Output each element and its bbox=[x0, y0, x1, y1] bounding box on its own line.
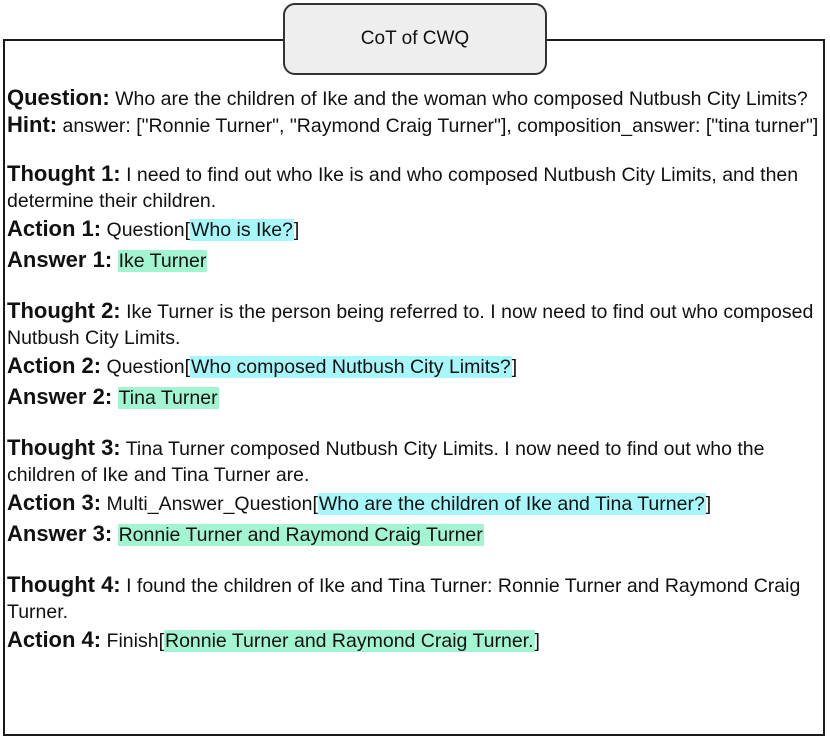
action-close-bracket: ] bbox=[534, 630, 540, 652]
action-line bbox=[7, 214, 819, 245]
action-function: Question[ bbox=[106, 356, 191, 378]
thought-text: I need to find out who Ike is and who composed Nutbush City Limits, and then determine their children. bbox=[7, 164, 799, 212]
answer-line bbox=[7, 245, 819, 276]
action-label: Action 1: bbox=[7, 216, 102, 241]
content bbox=[7, 85, 819, 656]
thought-line bbox=[7, 435, 819, 488]
thought-label: Thought 4: bbox=[7, 572, 121, 597]
answer-line bbox=[7, 519, 819, 550]
action-line bbox=[7, 625, 819, 656]
title-box bbox=[283, 3, 547, 75]
answer-label: Answer 3: bbox=[7, 521, 113, 546]
answer-text: Tina Turner bbox=[118, 387, 218, 409]
question-label: Question: bbox=[7, 85, 110, 110]
action-close-bracket: ] bbox=[705, 493, 712, 515]
thought-line bbox=[7, 298, 819, 351]
action-label: Action 3: bbox=[7, 490, 102, 515]
answer-text: Ronnie Turner and Raymond Craig Turner bbox=[118, 524, 483, 546]
thought-text: Tina Turner composed Nutbush City Limits. I now need to find out who the children of Ike and Tina Turner are. bbox=[7, 438, 765, 486]
gap bbox=[7, 413, 819, 435]
gap bbox=[7, 139, 819, 161]
action-function: Finish[ bbox=[106, 630, 164, 652]
action-line bbox=[7, 488, 819, 519]
answer-line bbox=[7, 382, 819, 413]
gap bbox=[7, 550, 819, 572]
action-function: Question[ bbox=[106, 219, 191, 241]
thought-label: Thought 1: bbox=[7, 161, 121, 186]
hint-text: answer: ["Ronnie Turner", "Raymond Craig Turner"], composition_answer: ["tina turner"] bbox=[62, 115, 819, 137]
thought-text: Ike Turner is the person being referred to. I now need to find out who composed Nutbush City Limits. bbox=[7, 301, 814, 349]
answer-text: Ike Turner bbox=[118, 250, 207, 272]
thought-text: I found the children of Ike and Tina Turner: Ronnie Turner and Raymond Craig Turner. bbox=[7, 575, 801, 623]
answer-label: Answer 2: bbox=[7, 384, 113, 409]
question-line bbox=[7, 85, 819, 112]
thought-label: Thought 2: bbox=[7, 298, 121, 323]
hint-line bbox=[7, 112, 819, 139]
thought-line bbox=[7, 161, 819, 214]
action-argument: Who composed Nutbush City Limits? bbox=[191, 356, 511, 378]
question-text: Who are the children of Ike and the woman who composed Nutbush City Limits? bbox=[115, 88, 808, 110]
action-close-bracket: ] bbox=[293, 219, 300, 241]
title: CoT of CWQ bbox=[360, 28, 470, 49]
action-function: Multi_Answer_Question[ bbox=[106, 493, 318, 515]
action-label: Action 4: bbox=[7, 627, 102, 652]
action-argument: Ronnie Turner and Raymond Craig Turner. bbox=[164, 630, 534, 652]
action-label: Action 2: bbox=[7, 353, 102, 378]
action-argument: Who is Ike? bbox=[191, 219, 293, 241]
gap bbox=[7, 276, 819, 298]
answer-label: Answer 1: bbox=[7, 247, 113, 272]
hint-label: Hint: bbox=[7, 112, 58, 137]
action-line bbox=[7, 351, 819, 382]
thought-line bbox=[7, 572, 819, 625]
thought-label: Thought 3: bbox=[7, 435, 121, 460]
action-argument: Who are the children of Ike and Tina Turner? bbox=[318, 493, 705, 515]
action-close-bracket: ] bbox=[511, 356, 518, 378]
